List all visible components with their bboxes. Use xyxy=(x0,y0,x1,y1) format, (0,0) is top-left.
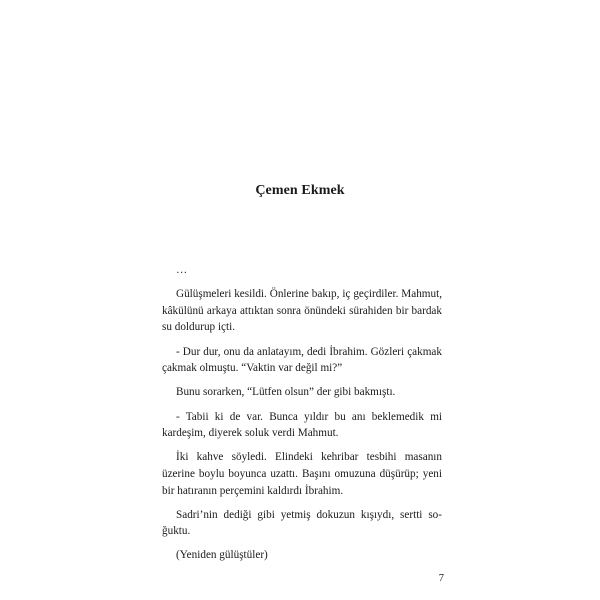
chapter-title: Çemen Ekmek xyxy=(255,183,345,198)
page-number: 7 xyxy=(438,573,444,584)
paragraph: (Yeniden gülüştüler) xyxy=(176,549,268,562)
paragraph: Gülüşmeleri kesildi. Önlerine bakıp, iç geçirdiler. Mahmut, kâkülünü arkaya attıktan sonra önündeki sürahiden bir bardak su doldurup içti. xyxy=(162,288,442,334)
paragraph: Bunu sorarken, “Lütfen olsun” der gibi bakmıştı. xyxy=(176,386,396,399)
chapter-body xyxy=(162,262,442,572)
paragraph: Sadri’nin dediği gibi yetmiş dokuzun kışıydı, sertti soğuktu. xyxy=(162,508,442,538)
paragraph: İki kahve söyledi. Elindeki kehribar tesbihi masanın üzerine boylu boyunca uzattı. Başını omuzuna düşürüp; yeni bir hatıranın perçemini kaldırdı İbrahim. xyxy=(162,451,442,497)
paragraph: - Dur dur, onu da anlatayım, dedi İbrahim. Gözleri çakmak çakmak olmuştu. “Vaktin var değil mi?” xyxy=(162,345,442,375)
paragraph-ellipsis: … xyxy=(176,264,188,276)
paragraph: - Tabii ki de var. Bunca yıldır bu anı beklemedik mi kardeşim, diyerek soluk verdi Mahmut. xyxy=(162,410,442,440)
